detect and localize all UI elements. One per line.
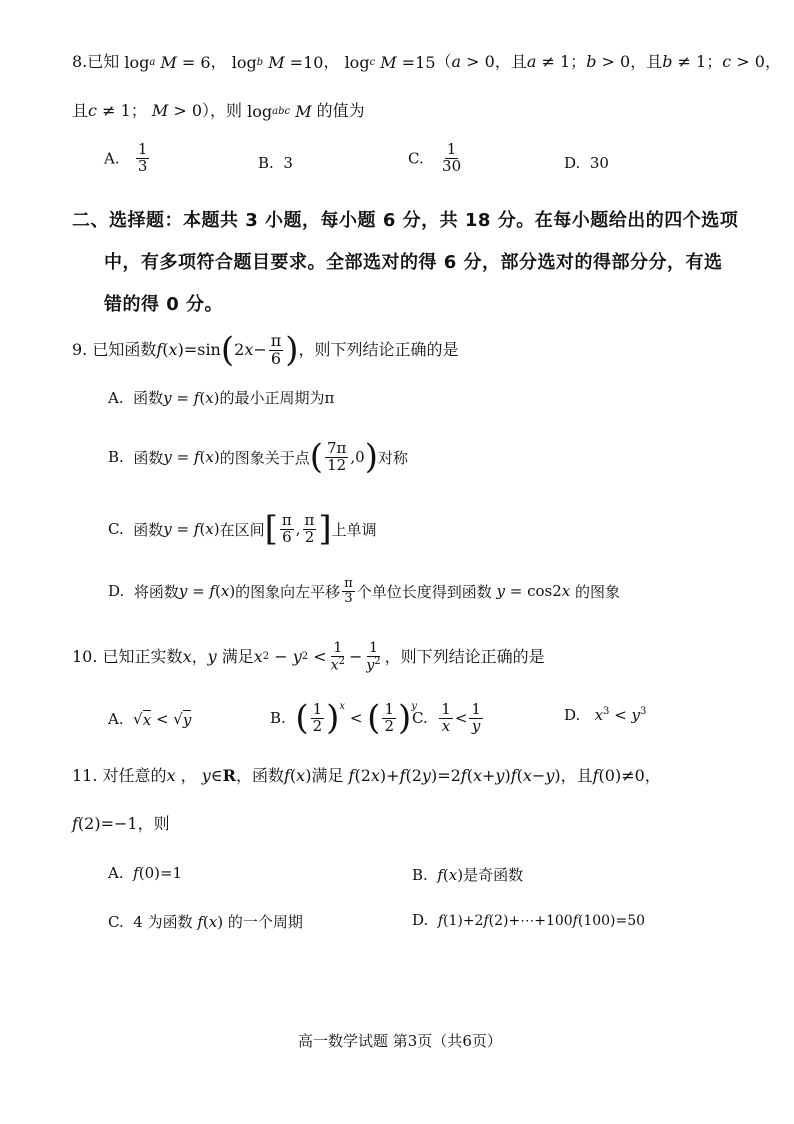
- q8-option-a[interactable]: [104, 142, 151, 175]
- math-f-def: f ( x )=sin ( 2 x − $\frac{\pi}{6}$ ): [156, 330, 299, 370]
- section-2-heading-line1: 二、选择题：本题共 3 小题，每小题 6 分，共 18 分。在每小题给出的四个选项: [72, 210, 739, 231]
- option-text: 的一个周期: [227, 913, 303, 931]
- math-interval: [ $\frac{\pi}{6}$ , $\frac{\pi}{2}$ ]: [264, 509, 332, 549]
- math-log-c: log c M =15: [344, 52, 436, 72]
- q11-option-b[interactable]: B. f(x)是奇函数: [412, 866, 524, 884]
- question-11-line1: 11. 对任意的x ， y∈R，函数f(x)满足 f(2x)+f(2y)=2f(x+y)f(x−y)，且f(0)≠0，: [72, 766, 661, 785]
- question-8-line2: 且c ≠ 1； M > 0），则 log abc M 的值为: [72, 101, 365, 121]
- option-text: 函数: [133, 520, 164, 539]
- question-9-stem: [72, 330, 459, 370]
- math-point: ( $\frac{7\pi}{12}$ ,0 ): [309, 437, 378, 477]
- punct: ，: [764, 52, 781, 71]
- question-text: ），则: [202, 101, 243, 120]
- q9-option-a[interactable]: A. 函数y = f(x)的最小正周期为π: [108, 389, 335, 407]
- question-number: 9.: [72, 340, 88, 359]
- question-text: 已知: [87, 52, 120, 71]
- fraction-one-third: [136, 142, 150, 175]
- punct: （: [435, 52, 452, 71]
- math-sqrt-compare: √ x < √ y: [133, 710, 192, 729]
- option-label: B.: [108, 448, 124, 466]
- option-text: 的图象: [575, 582, 621, 601]
- option-value: 3: [283, 154, 293, 172]
- punct: ；: [706, 52, 723, 71]
- math-f0: f(0)=1: [133, 864, 183, 882]
- option-text: 的最小正周期为: [219, 389, 325, 407]
- option-label: D.: [564, 706, 581, 724]
- math-functional-equation: f(2x)+f(2y)=2f(x+y)f(x−y): [348, 766, 561, 785]
- option-label: A.: [108, 389, 124, 407]
- q10-option-a[interactable]: [108, 700, 191, 738]
- question-text: ，则下列结论正确的是: [384, 647, 545, 666]
- question-8-line1: 8.已知 log a M = 6， log b M =10， log c M =15（a > 0，且a ≠ 1；b > 0，且b ≠ 1；c > 0，: [72, 52, 781, 72]
- q11-option-a[interactable]: [108, 864, 182, 882]
- option-text: 将函数: [133, 582, 179, 601]
- question-text: 已知函数: [92, 340, 157, 359]
- option-label: A.: [104, 149, 120, 168]
- option-label: D.: [564, 154, 581, 172]
- math-sum: f(1)+2f(2)+⋯+100f(100)=50: [437, 913, 646, 929]
- math-cube-compare: $x^3 < y^3$: [594, 706, 647, 724]
- math-half-power-compare: ( $\frac{1}{2}$ ) $^x$ < ( $\frac{1}{2}$ ) $^y$: [295, 698, 417, 738]
- question-text: 且: [72, 101, 89, 120]
- punct: ，且: [630, 52, 663, 71]
- option-label: B.: [412, 866, 428, 884]
- option-label: C.: [108, 913, 124, 931]
- section-2-heading-line3: 错的得 0 分。: [104, 294, 224, 315]
- page-footer: 高一数学试题 第3页（共6页）: [298, 1032, 502, 1050]
- option-text: 对称: [377, 448, 408, 467]
- math-reciprocal-compare: $\frac{1}{x}$ < $\frac{1}{y}$: [441, 699, 481, 735]
- question-text: 满足: [311, 766, 344, 785]
- q8-option-c[interactable]: [408, 142, 465, 175]
- option-text: 4 为函数: [133, 913, 193, 931]
- math-log-a: log a M = 6: [124, 52, 211, 72]
- punct: ，且: [494, 52, 527, 71]
- q8-option-b[interactable]: [258, 154, 293, 172]
- math-f2-value: f(2)=−1: [72, 814, 138, 833]
- punct: ；: [570, 52, 587, 71]
- math-log-b: log b M =10: [231, 52, 324, 72]
- denominator: 30: [442, 156, 462, 175]
- option-label: D.: [108, 582, 125, 600]
- q9-option-b[interactable]: B. 函数 y = f ( x ) 的图象关于点 ( $\frac{7\pi}{12}$ ,0 ) 对称: [108, 437, 408, 477]
- punct: ，: [210, 52, 227, 71]
- fraction-one-thirtieth: [440, 142, 463, 175]
- punct: ；: [130, 101, 147, 120]
- option-label: D.: [412, 911, 429, 929]
- question-number: 8.: [72, 52, 88, 71]
- math-log-abc: log abc M: [247, 101, 312, 121]
- question-text: 对任意的: [102, 766, 167, 785]
- question-text: ，则下列结论正确的是: [298, 340, 459, 359]
- option-text: 函数: [133, 448, 164, 467]
- question-number: 10.: [72, 647, 98, 666]
- option-text: 函数: [133, 389, 164, 407]
- question-number: 11.: [72, 766, 98, 785]
- option-label: C.: [408, 149, 424, 168]
- question-text: ，函数: [235, 766, 284, 785]
- q10-option-d[interactable]: [564, 706, 646, 724]
- section-2-heading-line2: 中，有多项符合题目要求。全部选对的得 6 分，部分选对的得部分分，有选: [104, 252, 723, 273]
- option-label: B.: [270, 709, 286, 727]
- question-11-line2: [72, 816, 170, 832]
- fraction-pi-third: $\frac{\pi}{3}$: [344, 575, 353, 606]
- math-inequality: x 2 − y 2 < $\frac{1}{x^2}$ − $\frac{1}{y^2}$: [253, 639, 381, 674]
- question-text: 满足: [221, 647, 254, 666]
- option-text: 个单位长度得到函数: [356, 582, 492, 601]
- question-10-stem: 10. 已知正实数 x ， y 满足 x 2 − y 2 < $\frac{1}{x^2}$ − $\frac{1}{y^2}$ ，则下列结论正确的是: [72, 639, 545, 674]
- option-label: B.: [258, 154, 274, 172]
- punct: ，: [323, 52, 340, 71]
- option-label: C.: [412, 709, 428, 727]
- q10-option-b[interactable]: [270, 696, 417, 740]
- q8-option-d[interactable]: [564, 154, 609, 172]
- question-text: 已知正实数: [102, 647, 183, 666]
- option-label: C.: [108, 520, 124, 538]
- option-text: 的图象关于点: [219, 448, 310, 467]
- question-text: 的值为: [316, 101, 365, 120]
- option-label: A.: [108, 710, 124, 728]
- question-text: ，则: [137, 814, 170, 833]
- option-text: 上单调: [331, 520, 377, 539]
- option-text: 在区间: [219, 520, 265, 539]
- q11-option-d[interactable]: [412, 911, 645, 929]
- math-a-pos: a: [451, 52, 462, 71]
- option-label: A.: [108, 864, 124, 882]
- option-value: 30: [589, 154, 609, 172]
- question-text: ，且: [560, 766, 593, 785]
- q9-option-c[interactable]: C. 函数 y = f ( x ) 在区间 [ $\frac{\pi}{6}$ , $\frac{\pi}{2}$ ] 上单调: [108, 509, 377, 549]
- option-text: 的图象向左平移: [235, 582, 341, 601]
- q11-option-c[interactable]: C. 4 为函数 f(x) 的一个周期: [108, 913, 303, 931]
- numerator: 1: [137, 140, 148, 158]
- option-text: 是奇函数: [463, 866, 524, 884]
- q9-option-d[interactable]: D. 将函数 y = f ( x ) 的图象向左平移 $\frac{\pi}{3}$ 个单位长度得到函数 y = cos2 x 的图象: [108, 575, 621, 606]
- q10-option-c[interactable]: [412, 696, 485, 740]
- denominator: 3: [137, 156, 148, 175]
- numerator: 1: [446, 140, 457, 158]
